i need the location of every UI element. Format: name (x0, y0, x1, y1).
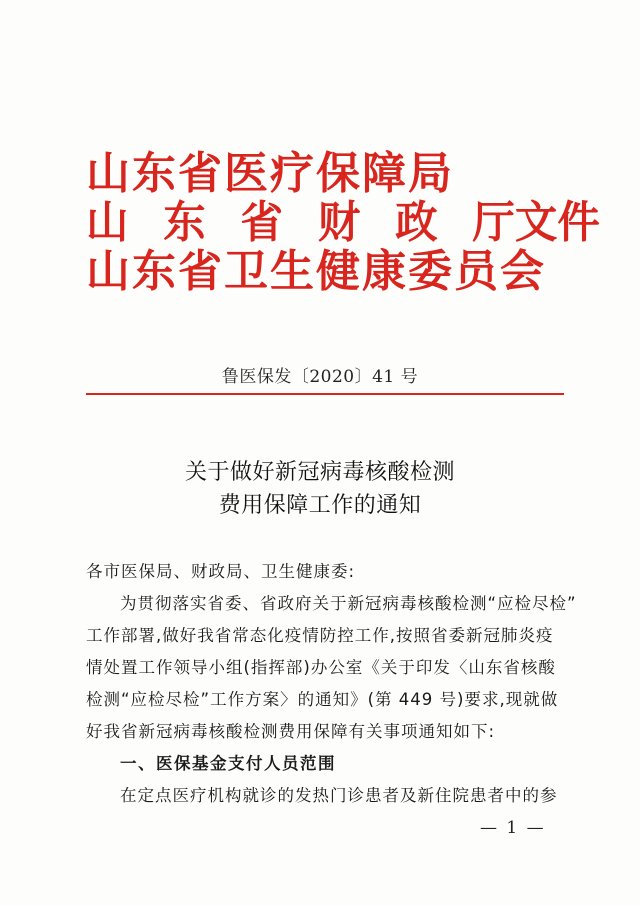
issuer-char: 山 (86, 197, 129, 248)
issuer-medical-security-bureau: 山东省医疗保障局 (86, 148, 454, 199)
paragraph-line: 情处置工作领导小组(指挥部)办公室《关于印发〈山东省核酸 (86, 658, 556, 677)
notice-title-line-2: 费用保障工作的通知 (218, 493, 422, 518)
paragraph-line: 为贯彻落实省委、省政府关于新冠病毒核酸检测“应检尽检” (120, 594, 577, 613)
notice-title-line-1: 关于做好新冠病毒核酸检测 (184, 460, 455, 485)
page-number: — 1 — (480, 818, 546, 838)
issuer-char: 东 (163, 197, 206, 248)
section-heading: 一、医保基金支付人员范围 (120, 754, 336, 773)
issuer-char: 财 (317, 197, 361, 248)
issuer-finance-department (86, 197, 600, 249)
addressee: 各市医保局、财政局、卫生健康委: (86, 562, 356, 581)
paragraph-line: 工作部署,做好我省常态化疫情防控工作,按照省委新冠肺炎疫 (86, 626, 554, 645)
issuer-char: 省 (240, 197, 284, 248)
document-number: 鲁医保发〔2020〕41 号 (221, 367, 419, 387)
paragraph-line: 好我省新冠病毒核酸检测费用保障有关事项通知如下: (86, 722, 496, 741)
paragraph-line: 检测“应检尽检”工作方案〉的通知》(第 449 号)要求,现就做 (86, 690, 559, 709)
issuer-char: 厅文件 (472, 197, 600, 248)
issuer-health-commission: 山东省卫生健康委员会 (86, 246, 546, 297)
red-divider-line (86, 393, 564, 395)
paragraph-line: 在定点医疗机构就诊的发热门诊患者及新住院患者中的参 (120, 786, 558, 805)
issuer-char: 政 (395, 197, 438, 248)
